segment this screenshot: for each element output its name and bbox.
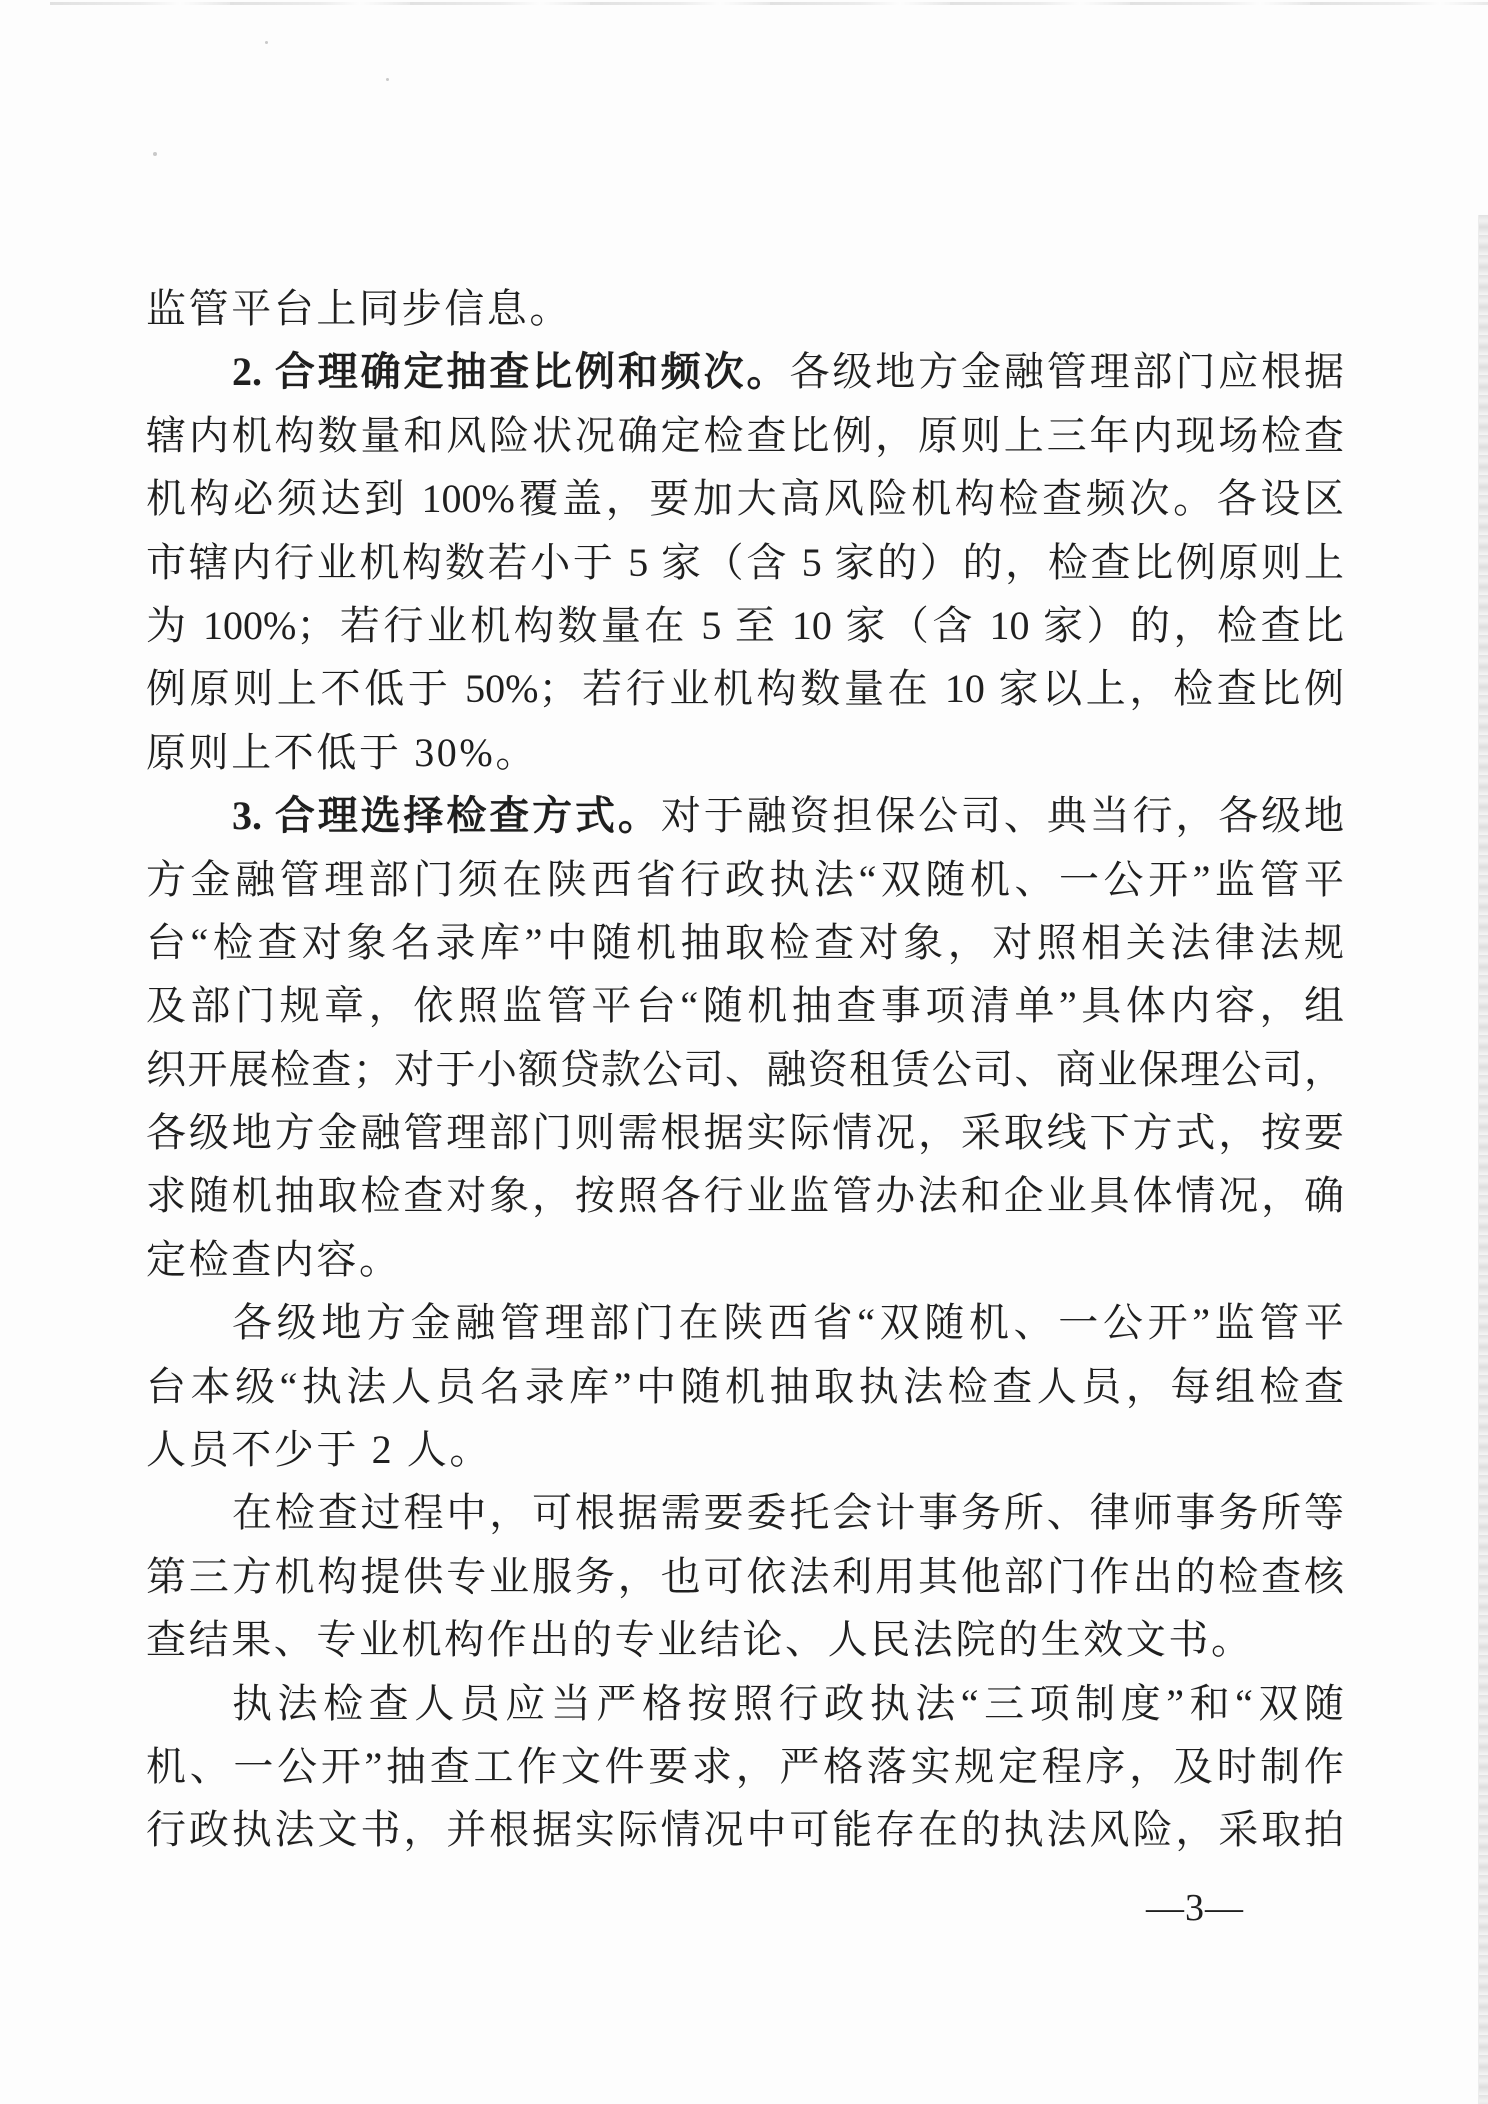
body-segment: 人员不少于 2 人。 [146,1427,492,1473]
body-segment: 辖内机构数量和风险状况确定检查比例，原则上三年内现场检查 [146,412,1344,458]
text-line [146,721,1344,784]
body-segment: 为 100%；若行业机构数量在 5 至 10 家（含 10 家）的，检查比 [146,602,1344,648]
body-segment: 织开展检查；对于小额贷款公司、融资租赁公司、商业保理公司， [146,1046,1344,1092]
text-line [146,784,1344,847]
heading-segment: 2. 合理确定抽查比例和频次。 [232,349,790,395]
text-line [146,1038,1344,1101]
body-segment: 各级地方金融管理部门应根据 [789,349,1344,395]
body-segment: 执法检查人员应当严格按照行政执法“三项制度”和“双随 [232,1680,1344,1726]
text-line [146,277,1344,340]
text-line [146,911,1344,974]
text-line [146,1672,1344,1735]
body-segment: 台本级“执法人员名录库”中随机抽取执法检查人员，每组检查 [146,1363,1344,1409]
text-line [146,657,1344,720]
text-line [146,1735,1344,1798]
text-line [146,531,1344,594]
page-number: —3— [1146,1887,1244,1929]
text-line [146,1291,1344,1354]
text-body [146,277,1344,1862]
body-segment: 机、一公开”抽查工作文件要求，严格落实规定程序，及时制作 [146,1743,1344,1789]
scan-top-edge-artifact [50,2,1488,5]
text-line [146,974,1344,1037]
body-segment: 各级地方金融管理部门则需根据实际情况，采取线下方式，按要 [146,1110,1344,1156]
text-line [146,1355,1344,1418]
body-segment: 原则上不低于 30%。 [146,729,538,775]
body-segment: 行政执法文书，并根据实际情况中可能存在的执法风险，采取拍 [146,1807,1344,1853]
text-line [146,1608,1344,1671]
text-line [146,848,1344,911]
body-segment: 方金融管理部门须在陕西省行政执法“双随机、一公开”监管平 [146,856,1344,902]
text-line [146,1228,1344,1291]
text-line [146,1481,1344,1544]
body-segment: 定检查内容。 [146,1236,402,1282]
text-line [146,1164,1344,1227]
body-segment: 在检查过程中，可根据需要委托会计事务所、律师事务所等 [232,1490,1344,1536]
body-segment: 对于融资担保公司、典当行，各级地 [660,793,1344,839]
body-segment: 求随机抽取检查对象，按照各行业监管办法和企业具体情况，确 [146,1173,1344,1219]
text-line [146,467,1344,530]
body-segment: 查结果、专业机构作出的专业结论、人民法院的生效文书。 [146,1617,1254,1663]
text-line [146,404,1344,467]
body-segment: 各级地方金融管理部门在陕西省“双随机、一公开”监管平 [232,1300,1344,1346]
text-line [146,1418,1344,1481]
scan-right-edge-artifact [1478,215,1488,2104]
text-line [146,1798,1344,1861]
body-segment: 监管平台上同步信息。 [146,286,572,331]
body-segment: 例原则上不低于 50%；若行业机构数量在 10 家以上，检查比例 [146,666,1344,712]
scan-speck [153,152,157,156]
text-line [146,340,1344,403]
body-segment: 及部门规章，依照监管平台“随机抽查事项清单”具体内容，组 [146,983,1344,1029]
text-line [146,1101,1344,1164]
text-line [146,1545,1344,1608]
text-line [146,594,1344,657]
body-segment: 机构必须达到 100%覆盖，要加大高风险机构检查频次。各设区 [146,476,1344,522]
body-segment: 第三方机构提供专业服务，也可依法利用其他部门作出的检查核 [146,1553,1344,1599]
body-segment: 台“检查对象名录库”中随机抽取检查对象，对照相关法律法规 [146,919,1344,965]
scan-speck [386,78,389,81]
scan-speck [265,41,268,44]
body-segment: 市辖内行业机构数若小于 5 家（含 5 家的）的，检查比例原则上 [146,539,1344,585]
heading-segment: 3. 合理选择检查方式。 [232,793,661,839]
